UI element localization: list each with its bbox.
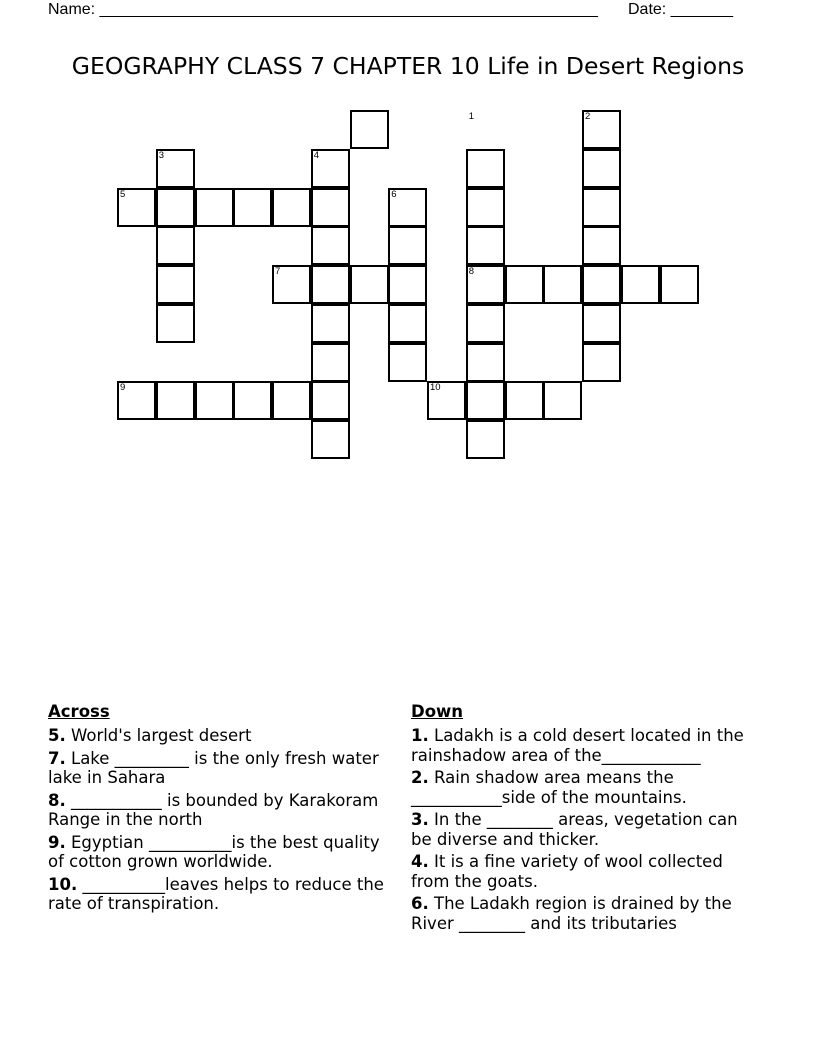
crossword-cell[interactable] [350,110,389,149]
clue-text: Egyptian __________is the best quality of cotton grown worldwide. [48,832,380,871]
crossword-cell[interactable] [311,265,350,304]
clue-text: It is a fine variety of wool collected from the goats. [411,852,723,891]
crossword-cell[interactable] [388,226,427,265]
down-heading: Down [411,702,464,721]
clue-across-9 [48,833,393,872]
crossword-cell[interactable] [466,304,505,343]
clue-across-7 [48,749,393,788]
crossword-cell[interactable] [582,265,621,304]
crossword-cell[interactable] [311,343,350,382]
down-clues [411,702,756,936]
crossword-cell[interactable] [311,188,350,227]
crossword-cell[interactable] [466,343,505,382]
clue-text: Ladakh is a cold desert located in the rainshadow area of the____________ [411,726,744,765]
crossword-cell[interactable] [582,304,621,343]
clue-number-label: 4 [313,149,320,161]
name-field[interactable]: Name: ________________________________________________________ [48,1,598,18]
crossword-cell[interactable] [311,420,350,459]
crossword-cell[interactable] [350,265,389,304]
clue-text: In the ________ areas, vegetation can be diverse and thicker. [411,810,738,849]
clue-number-label: 9 [120,382,126,394]
crossword-cell[interactable] [505,381,544,420]
crossword-cell[interactable] [311,381,350,420]
clue-text: Rain shadow area means the ___________side of the mountains. [411,768,687,807]
clue-number: 2. [411,768,429,787]
crossword-cell[interactable] [388,304,427,343]
clue-number: 3. [411,810,429,829]
clue-number: 4. [411,852,429,871]
crossword-cell[interactable] [466,188,505,227]
crossword-cell[interactable] [466,149,505,188]
clue-down-1 [411,726,756,765]
clue-text: Lake _________ is the only fresh water lake in Sahara [48,748,379,787]
crossword-cell[interactable] [582,149,621,188]
crossword-cell[interactable] [195,188,234,227]
clue-number-label: 8 [468,266,475,277]
crossword-cell[interactable] [311,226,350,265]
crossword-cell[interactable] [156,304,195,343]
clue-number: 6. [411,894,429,913]
clue-down-6 [411,894,756,933]
clue-number: 9. [48,832,66,852]
crossword-cell[interactable] [156,381,195,420]
page-title: GEOGRAPHY CLASS 7 CHAPTER 10 Life in Desert Regions [71,52,745,80]
clue-down-3 [411,810,756,849]
clue-number-label: 2 [585,111,591,122]
crossword-cell[interactable] [582,343,621,382]
crossword-cell[interactable] [156,188,195,227]
clue-across-5 [48,726,393,746]
crossword-cell[interactable] [233,381,272,420]
crossword-cell[interactable] [543,265,582,304]
clue-number: 5. [48,726,66,745]
crossword-grid [0,0,816,470]
clue-number-label: 3 [158,149,165,161]
clue-number-label: 1 [468,111,475,122]
crossword-cell[interactable] [466,381,505,420]
crossword-cell[interactable] [660,265,699,304]
clue-across-8 [48,791,393,830]
date-field[interactable]: Date: _______ [628,1,733,18]
crossword-cell[interactable] [156,265,195,304]
clue-text: World's largest desert [65,726,252,745]
crossword-cell[interactable] [233,188,272,227]
clue-number: 7. [48,748,66,768]
clue-text: The Ladakh region is drained by the River ________ and its tributaries [411,894,732,933]
crossword-cell[interactable] [388,265,427,304]
crossword-cell[interactable] [466,226,505,265]
clue-number-label: 6 [391,188,397,200]
clue-text: __________leaves helps to reduce the rate of transpiration. [48,874,384,913]
clue-text: ___________ is bounded by Karakoram Range in the north [48,790,379,829]
crossword-cell[interactable] [311,304,350,343]
clue-down-4 [411,852,756,891]
crossword-cell[interactable] [466,420,505,459]
crossword-cell[interactable] [582,226,621,265]
across-clues [48,702,393,917]
crossword-cell[interactable] [156,226,195,265]
clue-down-2 [411,768,756,807]
clue-number-label: 5 [120,188,126,200]
crossword-cell[interactable] [272,381,311,420]
clue-number: 8. [48,790,66,810]
across-heading: Across [48,702,110,721]
clue-number-label: 10 [430,382,441,394]
clue-number: 10. [48,874,78,894]
crossword-cell[interactable] [582,188,621,227]
crossword-cell[interactable] [621,265,660,304]
crossword-cell[interactable] [195,381,234,420]
crossword-cell[interactable] [388,343,427,382]
crossword-cell[interactable] [543,381,582,420]
clue-across-10 [48,875,393,914]
crossword-cell[interactable] [505,265,544,304]
crossword-cell[interactable] [272,188,311,227]
clue-number: 1. [411,726,429,745]
clue-number-label: 7 [275,266,281,277]
